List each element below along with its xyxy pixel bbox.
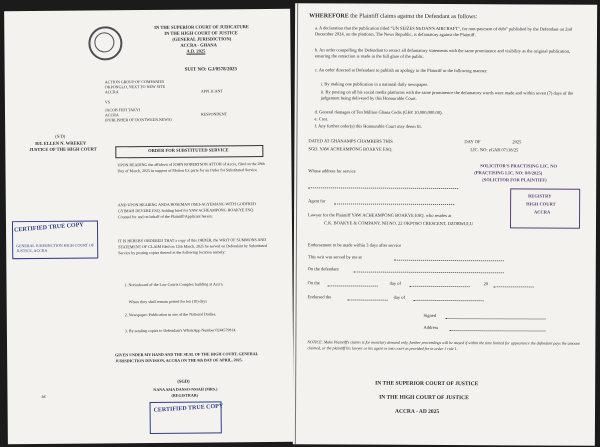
- address-label: Address: [423, 324, 439, 330]
- dated-year: 2025: [512, 139, 522, 145]
- claim-c-ii: ii. By posting on all his social media platforms with the same prominence the defamatory words were made and within seven (7) days of the judgement being delivered by this Honourable Court.: [320, 89, 574, 101]
- applicant-role: APPLICANT: [200, 88, 223, 94]
- claim-f: f. Any further order(s) this Honourable Court may deem fit.: [314, 123, 422, 129]
- endorsed-line: [348, 299, 388, 300]
- registry-stamp-line-1: REGISTRY: [528, 193, 552, 199]
- suit-number: SUIT NO: GJ/0578/2025: [184, 67, 238, 73]
- coram-label: (S/D): [55, 133, 66, 139]
- order-item-1: 1. Noticeboard of the Law Courts Complex building at Accra.: [124, 281, 224, 288]
- order-item-3: 3. By sending copies to Defendant's WhatsApp Number 0244579814.: [124, 327, 237, 334]
- applicant-line-1: ACTION GROUP OF COMPANIES: [104, 78, 165, 85]
- agent-line: [334, 203, 454, 205]
- day-of-label: DAY OF: [464, 139, 481, 145]
- on-day: On the: [307, 280, 320, 286]
- claim-b: b. An order compelling the Defendant to retract all defamatory statements with the same prominence and visibility as the original publication, ensuring the retraction is made in the full glare of the public.: [314, 47, 571, 59]
- left-page: [4, 9, 294, 444]
- wherefore-intro: [309, 13, 477, 20]
- year-line: [494, 286, 534, 287]
- signed-line: [446, 318, 546, 320]
- applicant-line-3: ACCRA: [104, 89, 119, 95]
- claim-c-i: i. By making one publication in a national daily newspaper.: [320, 81, 428, 87]
- wherefore-bold: WHEREFORE: [309, 13, 349, 20]
- footer-line-2: IN THE HIGH COURT OF JUSTICE: [379, 394, 469, 402]
- solicitor-stamp-line-3: (SOLICITOR FOR PLAINTIFF): [482, 177, 547, 183]
- endorsed: Endorsed the: [307, 294, 332, 300]
- respondent-role: RESPONDENT: [200, 111, 228, 117]
- on-defendant: On the defendant: [307, 266, 339, 272]
- respondent-line-3: (PUBLISHER OF DONTWEEN.NEWS): [105, 116, 172, 123]
- claim-e: e. Cost.: [314, 116, 329, 122]
- footer-line-3: ACCRA - AD 2025: [395, 408, 440, 415]
- margin-mark: ac: [41, 394, 46, 400]
- judge-title: JUSTICE OF THE HIGH COURT: [29, 146, 97, 153]
- claim-d: d. General damages of Ten Million Ghana Cedis (GH¢ 10,000,000.00).: [314, 109, 443, 115]
- registrar-name: NANA AMA DANSO-NSIAH (MRS.): [153, 386, 218, 392]
- upon-hearing-paragraph: AND UPON HEARING ANDA BOSEMAN OSEI-AGYEMANG WITH GODFRED GYIMAH DEVERE ESQ. holding brief for YAW ACHEAMPONG BOAKYE ESQ. Counsel for and on behalf of the Plaintiff/Applicant herein:: [117, 201, 256, 220]
- address-line: [308, 187, 458, 189]
- upon-reading-paragraph: UPON READING the affidavit of JOHN ROBERTSON ATTOH of Accra, filed on the 28th Day of March, 2025 in support of Motion Ex parte for an Order for Substituted Service: [117, 160, 265, 174]
- court-header-line-4: ACCRA - GHANA: [180, 42, 217, 48]
- court-seal-inner-icon: [94, 32, 114, 52]
- judge-name: H/L ELLEN N. WREKEY: [35, 140, 87, 146]
- given-under-paragraph: GIVEN UNDER MY HAND AND THE SEAL OF THE HIGH COURT, GENERAL JURISDICTION DIVISION, ACCRA ON THE 8th DAY OF APRIL, 2025.: [115, 351, 259, 364]
- agent-for: Agent for: [308, 198, 326, 204]
- dated-at: DATED AT GHANAMPS CHAMBERS THIS: [308, 138, 393, 144]
- court-header-line-5: A.D. 2025: [186, 48, 206, 54]
- solicitor-stamp-line-2: (PRACTISING LIC. NO: 8/0/2025): [474, 170, 543, 176]
- on-defendant-line: [354, 272, 504, 274]
- solicitor-stamp-line-1: SOLICITOR'S PRACTISING LIC. NO: [480, 163, 558, 169]
- day-of: day of: [389, 280, 402, 286]
- writ-served-line: [394, 260, 504, 262]
- court-header-line-1: IN THE SUPERIOR COURT OF JUDICATURE: [154, 24, 249, 30]
- writ-served: This writ was served by me at: [307, 254, 362, 260]
- versus: VS: [104, 99, 111, 105]
- issued-by: SGD. YAW ACHEAMPONG BOAKYE ESQ.: [308, 146, 393, 152]
- signed-mark: (SGD): [177, 378, 190, 384]
- address-for-service: Whose address for service: [308, 168, 356, 174]
- day-of-2: day of: [393, 294, 406, 300]
- claim-a: a. A declaration that the publication titled "UN SEIZES McDAN'S AIRCRAFT", for non-payment of debt" published by the Defendant on 2nd December 2024, on the platform, The News Republic, is defamatory against the Plaintiff.: [314, 25, 573, 38]
- on-day-line: [328, 285, 378, 286]
- endorsement-note: Endorsement to be made within 3 days after service: [307, 242, 402, 248]
- order-title: ORDER FOR SUBSTITUTED SERVICE: [148, 147, 229, 154]
- certified-stamp-left-frame: [12, 220, 98, 259]
- registry-stamp-line-2: HIGH COURT: [526, 201, 556, 207]
- hereby-ordered-paragraph: IT IS HEREBY ORDERED THAT a copy of this ORDER, the WRIT OF SUMMONS AND STATEMENT OF CLAIM filed on 12th March, 2025 be served on Defendant by Substituted Service by posting copies thereof at the following location namely:: [118, 236, 267, 256]
- wherefore-text: the Plaintiff claims against the Defendant as follows:: [350, 13, 478, 21]
- respondent-line-1: JACOB FIIFI TAKYI: [104, 107, 141, 113]
- day-of-line: [410, 286, 470, 287]
- lawyer-address: C.K. BOAKYE & COMPANY, NII NO. 22 OKPOSO CRESCENT, DZORWULU: [323, 220, 474, 227]
- registry-stamp-line-3: ACCRA: [534, 209, 551, 215]
- day-of-2-line: [414, 300, 484, 301]
- certified-stamp-left-sub: GENERAL JURISDICTION HIGH COURT OF JUSTICE, ACCRA: [16, 242, 95, 254]
- posting-days-note: Where they shall remain posted for ten (10) days: [128, 298, 207, 305]
- certified-stamp-left: CERTIFIED TRUE COPY: [13, 222, 84, 234]
- order-item-2: 2. Newspaper: Publication in one of the National Dailies.: [124, 311, 217, 318]
- year-label: 20: [483, 281, 489, 287]
- certified-stamp-bottom-frame: [150, 401, 222, 434]
- page-fold-mark: [295, 3, 298, 444]
- court-header-line-2: IN THE HIGH COURT OF JUSTICE: [164, 30, 238, 36]
- licence-number: LIC. NO: eGAR 07118/25: [470, 147, 519, 153]
- certified-stamp-bottom: CERTIFIED TRUE COPY: [153, 403, 224, 414]
- claim-c: c. An order directed at Defendant to publish an apology to the Plaintiff in the following manner:: [314, 67, 488, 74]
- notice-paragraph: NOTICE: Make Plaintiff's claims is for monetary demand only, further proceedings will be stayed if within the time limited for appearance the defendant pays the amount claimed, or the plaintiff his lawyer or his agent or into court as provided for in order 1 rule 1.: [307, 339, 580, 351]
- registrar-title: (REGISTRAR): [171, 392, 198, 398]
- footer-line-1: IN THE SUPERIOR COURT OF JUSTICE: [375, 380, 479, 388]
- lawyer-line: Lawyer for the Plaintiff YAW ACHEAMPONG BOAKYE ESQ. who resides at: [308, 212, 452, 219]
- signed-label: Signed: [423, 312, 437, 318]
- address-line-2: [449, 330, 545, 332]
- applicant-line-2: OKPONGLO, NEXT TO NEW SITE: [104, 83, 166, 90]
- respondent-line-2: ACCRA: [105, 112, 119, 118]
- right-page: [293, 3, 597, 446]
- court-header-line-3: (GENERAL JURISDICTION): [172, 36, 232, 42]
